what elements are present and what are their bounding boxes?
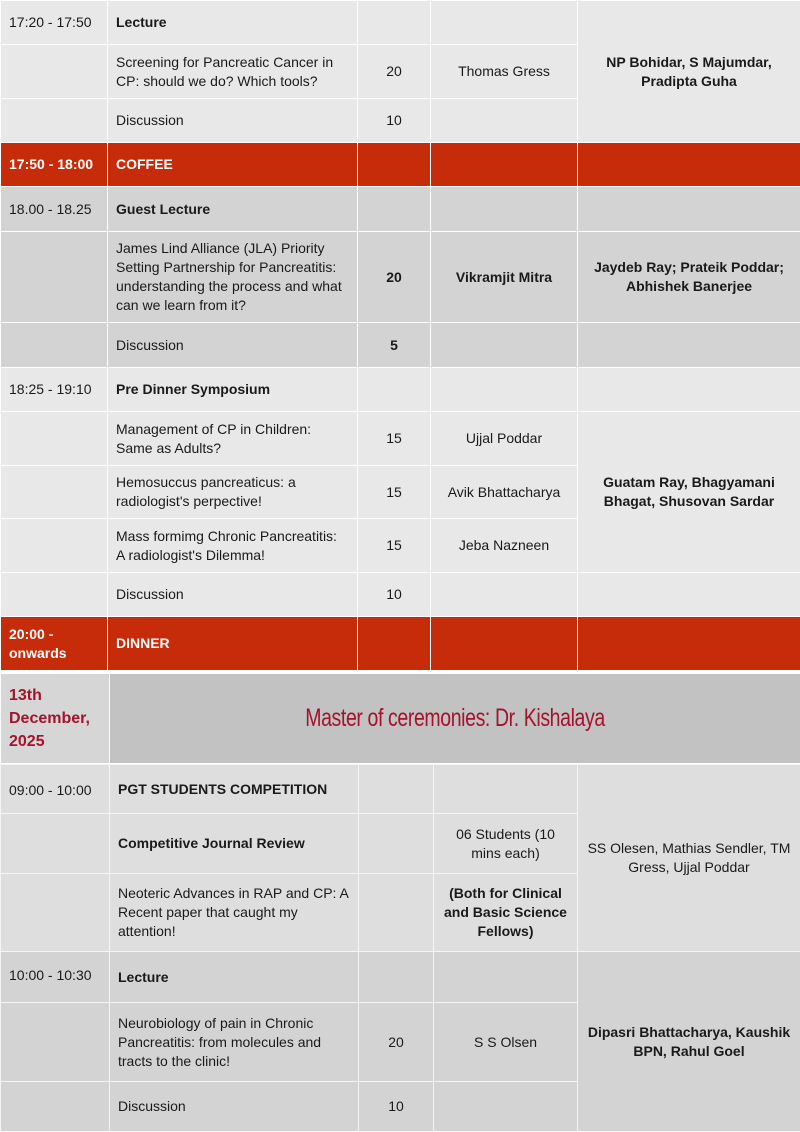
day-date: 13th December, 2025 [1,674,110,764]
talk-title: Discussion [108,573,358,617]
talk-title: Screening for Pancreatic Cancer in CP: should we do? Which tools? [108,45,358,99]
time-cell: 09:00 - 10:00 [1,765,110,814]
session-title: Lecture [108,1,358,45]
duration-cell: 20 [359,1003,434,1082]
duration-cell [358,1,431,45]
speaker-cell [431,187,578,232]
break-row-dinner [1,617,800,671]
table-row [1,952,800,1003]
duration-cell: 5 [358,323,431,368]
master-of-ceremonies: Master of ceremonies: Dr. Kishalaya [110,674,800,764]
time-cell [1,99,108,143]
break-label: COFFEE [108,143,358,187]
time-cell [1,1003,110,1082]
duration-cell: 20 [358,45,431,99]
speaker-cell [434,765,578,814]
duration-cell: 10 [359,1082,434,1132]
table-row [1,765,800,814]
table-row [1,323,800,368]
empty-cell [431,617,578,671]
talk-title: Neoteric Advances in RAP and CP: A Recent paper that caught my attention! [110,874,359,952]
empty-cell [578,617,800,671]
duration-cell: 15 [358,412,431,466]
speaker-cell: Ujjal Poddar [431,412,578,466]
time-cell [1,519,108,573]
speaker-cell: Avik Bhattacharya [431,466,578,519]
duration-cell [359,874,434,952]
moderators-cell: SS Olesen, Mathias Sendler, TM Gress, Ujjal Poddar [578,765,800,952]
session-title: Competitive Journal Review [110,814,359,874]
empty-cell [578,573,800,617]
session-title: PGT STUDENTS COMPETITION [110,765,359,814]
time-cell [1,323,108,368]
time-cell [1,1082,110,1132]
speaker-cell [434,952,578,1003]
moderators-cell [578,368,800,412]
speaker-cell [431,1,578,45]
talk-title: Hemosuccus pancreaticus: a radiologist's perpective! [108,466,358,519]
day-header [0,673,800,764]
speaker-cell: S S Olsen [434,1003,578,1082]
session-title: Guest Lecture [108,187,358,232]
speaker-cell [431,368,578,412]
duration-cell: 10 [358,99,431,143]
empty-cell [358,143,431,187]
duration-cell: 20 [358,232,431,323]
moderators-cell [578,187,800,232]
session-title: Pre Dinner Symposium [108,368,358,412]
time-cell: 20:00 - onwards [1,617,108,671]
duration-cell: 15 [358,519,431,573]
time-cell [1,412,108,466]
table-row [1,1,800,45]
table-row [1,232,800,323]
duration-cell [358,368,431,412]
break-label: DINNER [108,617,358,671]
duration-cell [358,187,431,232]
speaker-cell [431,99,578,143]
speaker-cell: (Both for Clinical and Basic Science Fellows) [434,874,578,952]
empty-cell [358,617,431,671]
time-cell: 17:50 - 18:00 [1,143,108,187]
moderators-cell: Guatam Ray, Bhagyamani Bhagat, Shusovan Sardar [578,412,800,573]
speaker-cell [431,573,578,617]
table-row [1,412,800,466]
moderators-cell: Dipasri Bhattacharya, Kaushik BPN, Rahul Goel [578,952,800,1132]
duration-cell [359,814,434,874]
moderators-cell [578,323,800,368]
table-row [1,187,800,232]
time-cell: 10:00 - 10:30 [1,952,110,1003]
talk-title: Discussion [108,323,358,368]
break-row-coffee [1,143,800,187]
table-row [1,368,800,412]
time-cell [1,573,108,617]
moderators-cell: NP Bohidar, S Majumdar, Pradipta Guha [578,1,800,143]
session-title: Lecture [110,952,359,1003]
speaker-cell: Thomas Gress [431,45,578,99]
time-cell: 18.00 - 18.25 [1,187,108,232]
talk-title: Management of CP in Children: Same as Adults? [108,412,358,466]
speaker-cell: Vikramjit Mitra [431,232,578,323]
time-cell: 17:20 - 17:50 [1,1,108,45]
table-row [1,573,800,617]
time-cell [1,45,108,99]
speaker-cell: 06 Students (10 mins each) [434,814,578,874]
empty-cell [578,143,800,187]
time-cell [1,466,108,519]
talk-title: Mass formimg Chronic Pancreatitis: A radiologist's Dilemma! [108,519,358,573]
talk-title: James Lind Alliance (JLA) Priority Setting Partnership for Pancreatitis: understanding the process and what can we learn from it? [108,232,358,323]
time-cell [1,874,110,952]
program-table-morning [0,764,800,1132]
duration-cell [359,765,434,814]
talk-title: Discussion [108,99,358,143]
speaker-cell [431,323,578,368]
speaker-cell [434,1082,578,1132]
talk-title: Neurobiology of pain in Chronic Pancreatitis: from molecules and tracts to the clinic! [110,1003,359,1082]
duration-cell: 15 [358,466,431,519]
duration-cell: 10 [358,573,431,617]
speaker-cell: Jeba Nazneen [431,519,578,573]
duration-cell [359,952,434,1003]
talk-title: Discussion [110,1082,359,1132]
empty-cell [431,143,578,187]
time-cell [1,814,110,874]
time-cell [1,232,108,323]
moderators-cell: Jaydeb Ray; Prateik Poddar; Abhishek Banerjee [578,232,800,323]
time-cell: 18:25 - 19:10 [1,368,108,412]
